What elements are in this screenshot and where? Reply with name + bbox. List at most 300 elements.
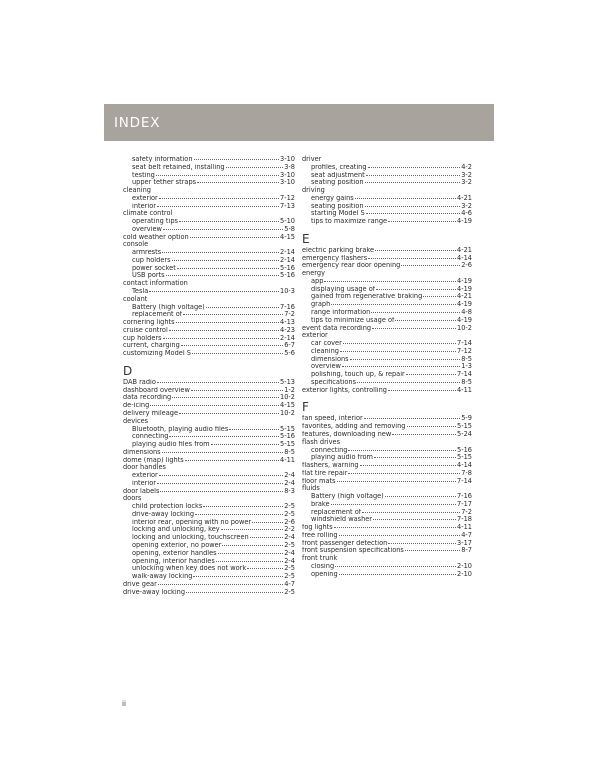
dot-leader (181, 344, 283, 346)
page-reference: 2-5 (284, 510, 295, 518)
dot-leader (156, 174, 279, 176)
page-reference: 7-18 (457, 516, 472, 524)
index-subentry (123, 257, 295, 265)
dot-leader (172, 396, 279, 398)
dot-leader (350, 358, 461, 360)
index-entry (302, 423, 472, 431)
page-reference: 2-4 (284, 479, 295, 487)
page-reference: 2-6 (461, 262, 472, 270)
entry-text: gained from regenerative braking (311, 293, 423, 301)
entry-text: playing audio from (311, 454, 373, 462)
index-subentry (302, 371, 472, 379)
dot-leader (250, 536, 284, 538)
dot-leader (163, 228, 283, 230)
index-subentry (302, 501, 472, 509)
index-heading: driving (302, 186, 325, 195)
page-reference: 4-23 (280, 326, 295, 334)
entry-text: replacement of (132, 311, 183, 319)
index-subentry (302, 210, 472, 218)
page-reference: 2-5 (284, 541, 295, 549)
page-reference: 5-15 (280, 441, 295, 449)
entry-text: starting Model S (311, 210, 365, 218)
entry-text: electric parking brake (302, 246, 375, 254)
entry-text: interior rear, opening with no power (132, 518, 252, 526)
entry-text: locking and unlocking, key (132, 526, 220, 534)
entry-text: current, charging (123, 342, 180, 350)
dot-leader (331, 503, 456, 505)
entry-text: interior (132, 479, 156, 487)
dot-leader (388, 542, 456, 544)
entry-text: data recording (123, 394, 172, 402)
dot-leader (252, 521, 283, 523)
dot-leader (365, 205, 461, 207)
page-reference: 4-11 (457, 386, 472, 394)
entry-text: brake (311, 500, 330, 508)
dot-leader (401, 264, 460, 266)
page-reference: 7-2 (284, 311, 295, 319)
index-subentry (123, 426, 295, 434)
index-subentry (302, 509, 472, 517)
entry-text: fan speed, interior (302, 415, 363, 423)
entry-text: power socket (132, 264, 176, 272)
entry-text: front suspension specifications (302, 547, 404, 555)
index-subentry (302, 348, 472, 356)
index-subentry (302, 195, 472, 203)
index-subentry (302, 309, 472, 317)
index-column-right (302, 156, 472, 579)
entry-text: cup holders (123, 334, 162, 342)
entry-text: drive gear (123, 580, 157, 588)
page-reference: 7-12 (280, 194, 295, 202)
dot-leader (362, 511, 460, 513)
entry-text: seat adjustment (311, 171, 365, 179)
entry-text: cornering lights (123, 319, 175, 327)
entry-text: emergency flashers (302, 254, 368, 262)
dot-leader (179, 412, 279, 414)
index-entry (302, 478, 472, 486)
index-entry (123, 379, 295, 387)
index-heading: exterior (302, 331, 328, 340)
index-subentry (302, 379, 472, 387)
section-letter: D (123, 363, 133, 378)
entry-text: profiles, creating (311, 163, 367, 171)
page-reference: 2-5 (284, 503, 295, 511)
dot-leader (340, 350, 456, 352)
page-reference: 3-17 (457, 539, 472, 547)
dot-leader (335, 565, 456, 567)
page-reference: 7-2 (461, 508, 472, 516)
entry-text: energy gains (311, 194, 354, 202)
dot-leader (193, 575, 283, 577)
page-reference: 2-10 (457, 570, 472, 578)
entry-text: opening exterior, no power (132, 541, 222, 549)
entry-text: free rolling (302, 531, 338, 539)
entry-text: operating tips (132, 218, 178, 226)
page-reference: 4-13 (280, 319, 295, 327)
entry-text: replacement of (311, 508, 362, 516)
index-entry (302, 524, 472, 532)
dot-leader (371, 311, 460, 313)
dot-leader (374, 456, 456, 458)
index-subentry (123, 288, 295, 296)
dot-leader (405, 549, 460, 551)
page-reference: 7-16 (280, 303, 295, 311)
index-entry (302, 255, 472, 263)
page-reference: 4-21 (457, 293, 472, 301)
dot-leader (216, 560, 283, 562)
dot-leader (203, 505, 283, 507)
entry-text: flat tire repair (302, 469, 348, 477)
entry-text: displaying usage of (311, 285, 376, 293)
dot-leader (179, 220, 279, 222)
entry-text: seat belt retained, installing (132, 163, 225, 171)
dot-leader (222, 544, 283, 546)
dot-leader (388, 220, 456, 222)
page-reference: 3-2 (461, 179, 472, 187)
index-subentry (302, 172, 472, 180)
entry-text: graph (311, 301, 331, 309)
index-subentry (302, 356, 472, 364)
dot-leader (195, 513, 283, 515)
entry-text: exterior lights, controlling (302, 386, 387, 394)
index-heading: driver (302, 155, 322, 163)
dot-leader (162, 451, 284, 453)
page-reference: 3-10 (280, 156, 295, 163)
entry-text: dimensions (311, 355, 349, 363)
dot-leader (163, 337, 280, 339)
page-reference: 4-11 (280, 456, 295, 464)
index-subentry (123, 226, 295, 234)
page-reference: 5-15 (457, 423, 472, 431)
dot-leader (226, 166, 284, 168)
dot-leader (211, 443, 279, 445)
dot-leader (376, 288, 456, 290)
entry-text: armrests (132, 249, 162, 257)
page-reference: 8-3 (284, 487, 295, 495)
index-subentry (302, 286, 472, 294)
entry-text: Battery (high voltage) (132, 303, 205, 311)
index-subentry (123, 433, 295, 441)
page-reference: 1-3 (461, 363, 472, 371)
entry-text: seating position (311, 202, 364, 210)
index-heading: coolant (123, 294, 148, 303)
index-entry (302, 470, 472, 478)
index-subentry (123, 472, 295, 480)
index-subentry (302, 203, 472, 211)
dot-leader (360, 464, 456, 466)
index-subentry (123, 172, 295, 180)
index-subentry (302, 447, 472, 455)
index-subentry (123, 249, 295, 257)
page-reference: 4-19 (457, 316, 472, 324)
section-letter: E (302, 231, 310, 246)
index-subentry (123, 534, 295, 542)
page-reference: 5-24 (457, 430, 472, 438)
page-reference: 3-8 (284, 163, 295, 171)
page-reference: 4-14 (457, 462, 472, 470)
index-subentry (302, 516, 472, 524)
index-entry (302, 247, 472, 255)
index-entry (123, 394, 295, 402)
entry-text: event data recording (302, 324, 372, 332)
dot-leader (192, 352, 283, 354)
entry-text: closing (311, 562, 335, 570)
dot-leader (157, 381, 279, 383)
page-reference: 2-14 (280, 256, 295, 264)
entry-text: dashboard overview (123, 386, 190, 394)
page-reference: 4-14 (457, 254, 472, 262)
page-reference: 2-5 (284, 588, 295, 596)
dot-leader (158, 583, 283, 585)
page-reference: 5-8 (284, 225, 295, 233)
index-entry (123, 402, 295, 410)
dot-leader (229, 428, 279, 430)
index-subentry (123, 304, 295, 312)
dot-leader (357, 381, 460, 383)
index-subentry (302, 179, 472, 187)
entry-text: cup holders (132, 256, 171, 264)
index-subentry (123, 542, 295, 550)
entry-text: child protection locks (132, 503, 203, 511)
dot-leader (157, 482, 283, 484)
page-reference: 2-5 (284, 565, 295, 573)
index-entry (123, 410, 295, 418)
entry-text: door labels (123, 487, 160, 495)
page-reference: 5-9 (461, 415, 472, 423)
entry-text: opening, interior handles (132, 557, 215, 565)
index-subentry (123, 565, 295, 573)
dot-leader (368, 257, 456, 259)
dot-leader (169, 329, 279, 331)
dot-leader (186, 591, 283, 593)
page-number: ii (122, 700, 126, 708)
index-subentry (123, 164, 295, 172)
index-subentry (302, 454, 472, 462)
dot-leader (218, 552, 284, 554)
entry-text: safety information (132, 156, 193, 163)
dot-leader (324, 280, 456, 282)
entry-text: USB ports (132, 272, 165, 280)
dot-leader (339, 573, 456, 575)
page-reference: 2-14 (280, 249, 295, 257)
index-subentry (302, 278, 472, 286)
entry-text: overview (132, 225, 162, 233)
page-reference: 10-2 (457, 324, 472, 332)
page-reference: 10-2 (280, 394, 295, 402)
index-subentry (302, 164, 472, 172)
index-column-left (123, 156, 295, 596)
index-subentry (123, 550, 295, 558)
index-subentry (123, 218, 295, 226)
page-reference: 8-5 (461, 378, 472, 386)
entry-text: testing (132, 171, 155, 179)
page-reference: 2-2 (284, 526, 295, 534)
index-subentry (302, 563, 472, 571)
dot-leader (339, 534, 461, 536)
page-reference: 4-19 (457, 218, 472, 226)
dot-leader (160, 490, 283, 492)
dot-leader (342, 365, 460, 367)
page-reference: 4-19 (457, 285, 472, 293)
page-reference: 4-11 (457, 524, 472, 532)
index-subentry (123, 526, 295, 534)
index-heading: door handles (123, 463, 166, 472)
page-reference: 5-16 (280, 272, 295, 280)
dot-leader (177, 267, 279, 269)
index-subentry (123, 311, 295, 319)
dot-leader (150, 404, 279, 406)
dot-leader (247, 567, 283, 569)
page-reference: 2-4 (284, 534, 295, 542)
index-subentry (123, 519, 295, 527)
dot-leader (365, 181, 461, 183)
index-entry (302, 387, 472, 395)
entry-text: tips to maximize range (311, 218, 388, 226)
index-subentry (123, 503, 295, 511)
index-entry (302, 540, 472, 548)
dot-leader (343, 342, 456, 344)
dot-leader (368, 166, 461, 168)
index-subentry (123, 558, 295, 566)
index-subentry (123, 441, 295, 449)
page-reference: 3-2 (461, 171, 472, 179)
entry-text: favorites, adding and removing (302, 423, 406, 431)
dot-leader (388, 389, 456, 391)
index-heading: front trunk (302, 554, 338, 563)
dot-leader (331, 303, 456, 305)
index-entry (123, 327, 295, 335)
dot-leader (375, 249, 456, 251)
page-reference: 8-7 (461, 547, 472, 555)
dot-leader (366, 174, 461, 176)
index-subentry (302, 571, 472, 579)
page-reference: 5-13 (280, 378, 295, 386)
index-entry (302, 415, 472, 423)
index-subentry (123, 265, 295, 273)
index-entry (302, 462, 472, 470)
page-reference: 3-10 (280, 171, 295, 179)
entry-text: exterior (132, 194, 158, 202)
dot-leader (373, 518, 456, 520)
index-subentry (302, 363, 472, 371)
index-subentry (302, 317, 472, 325)
index-entry (123, 234, 295, 242)
entry-text: specifications (311, 378, 357, 386)
page-reference: 4-7 (461, 531, 472, 539)
dot-leader (190, 236, 279, 238)
entry-text: front passenger detection (302, 539, 388, 547)
dot-leader (395, 319, 456, 321)
dot-leader (355, 197, 456, 199)
dot-leader (183, 313, 283, 315)
dot-leader (172, 259, 280, 261)
entry-text: interior (132, 202, 156, 210)
page-reference: 4-2 (461, 163, 472, 171)
entry-text: emergency rear door opening (302, 262, 401, 270)
index-heading: console (123, 240, 149, 249)
page-reference: 7-13 (280, 202, 295, 210)
page-reference: 5-16 (280, 264, 295, 272)
page-reference: 4-21 (457, 246, 472, 254)
entry-text: drive-away locking (132, 510, 195, 518)
entry-text: app (311, 277, 324, 285)
index-entry (123, 350, 295, 358)
page-reference: 7-14 (457, 340, 472, 348)
page-reference: 4-19 (457, 277, 472, 285)
entry-text: windshield washer (311, 516, 373, 524)
dot-leader (372, 327, 456, 329)
index-heading: energy (302, 269, 325, 278)
entry-text: floor mats (302, 477, 336, 485)
index-subentry (302, 340, 472, 348)
index-heading: doors (123, 494, 142, 503)
page-reference: 5-15 (280, 425, 295, 433)
page-reference: 7-16 (457, 493, 472, 501)
entry-text: opening, exterior handles (132, 549, 217, 557)
index-subentry (302, 293, 472, 301)
index-heading: devices (123, 416, 149, 425)
dot-leader (366, 212, 460, 214)
dot-leader (337, 480, 457, 482)
index-entry (302, 262, 472, 270)
entry-text: fog lights (302, 524, 333, 532)
page-reference: 2-14 (280, 334, 295, 342)
index-subentry (123, 195, 295, 203)
dot-leader (197, 181, 279, 183)
dot-leader (159, 474, 283, 476)
page-reference: 5-6 (284, 350, 295, 358)
dot-leader (185, 459, 279, 461)
page-reference: 5-16 (280, 433, 295, 441)
entry-text: Bluetooth, playing audio files (132, 425, 229, 433)
entry-text: tips to minimize usage of (311, 316, 395, 324)
index-subentry (123, 573, 295, 581)
dot-leader (334, 526, 456, 528)
index-heading: cleaning (123, 186, 151, 195)
entry-text: de-icing (123, 402, 150, 410)
page-reference: 2-4 (284, 557, 295, 565)
page-reference: 4-7 (284, 580, 295, 588)
page-reference: 2-6 (284, 518, 295, 526)
index-subentry (302, 218, 472, 226)
index-subentry (123, 156, 295, 164)
dot-leader (385, 495, 456, 497)
page-reference: 1-2 (284, 386, 295, 394)
dot-leader (194, 158, 280, 160)
index-subentry (123, 480, 295, 488)
page-reference: 2-10 (457, 562, 472, 570)
entry-text: cold weather option (123, 233, 189, 241)
page-reference: 2-4 (284, 549, 295, 557)
dot-leader (406, 373, 456, 375)
dot-leader (169, 435, 279, 437)
index-heading: fluids (302, 484, 320, 493)
page-reference: 4-15 (280, 233, 295, 241)
page-reference: 3-2 (461, 202, 472, 210)
entry-text: upper tether straps (132, 179, 197, 187)
index-entry (123, 319, 295, 327)
page-reference: 5-16 (457, 446, 472, 454)
entry-text: range information (311, 309, 371, 317)
index-banner (104, 104, 494, 141)
dot-leader (191, 389, 283, 391)
entry-text: customizing Model S (123, 350, 191, 358)
index-entry (123, 449, 295, 457)
entry-text: connecting (311, 446, 348, 454)
dot-leader (221, 528, 284, 530)
index-heading: climate control (123, 209, 173, 218)
entry-text: exterior (132, 472, 158, 480)
